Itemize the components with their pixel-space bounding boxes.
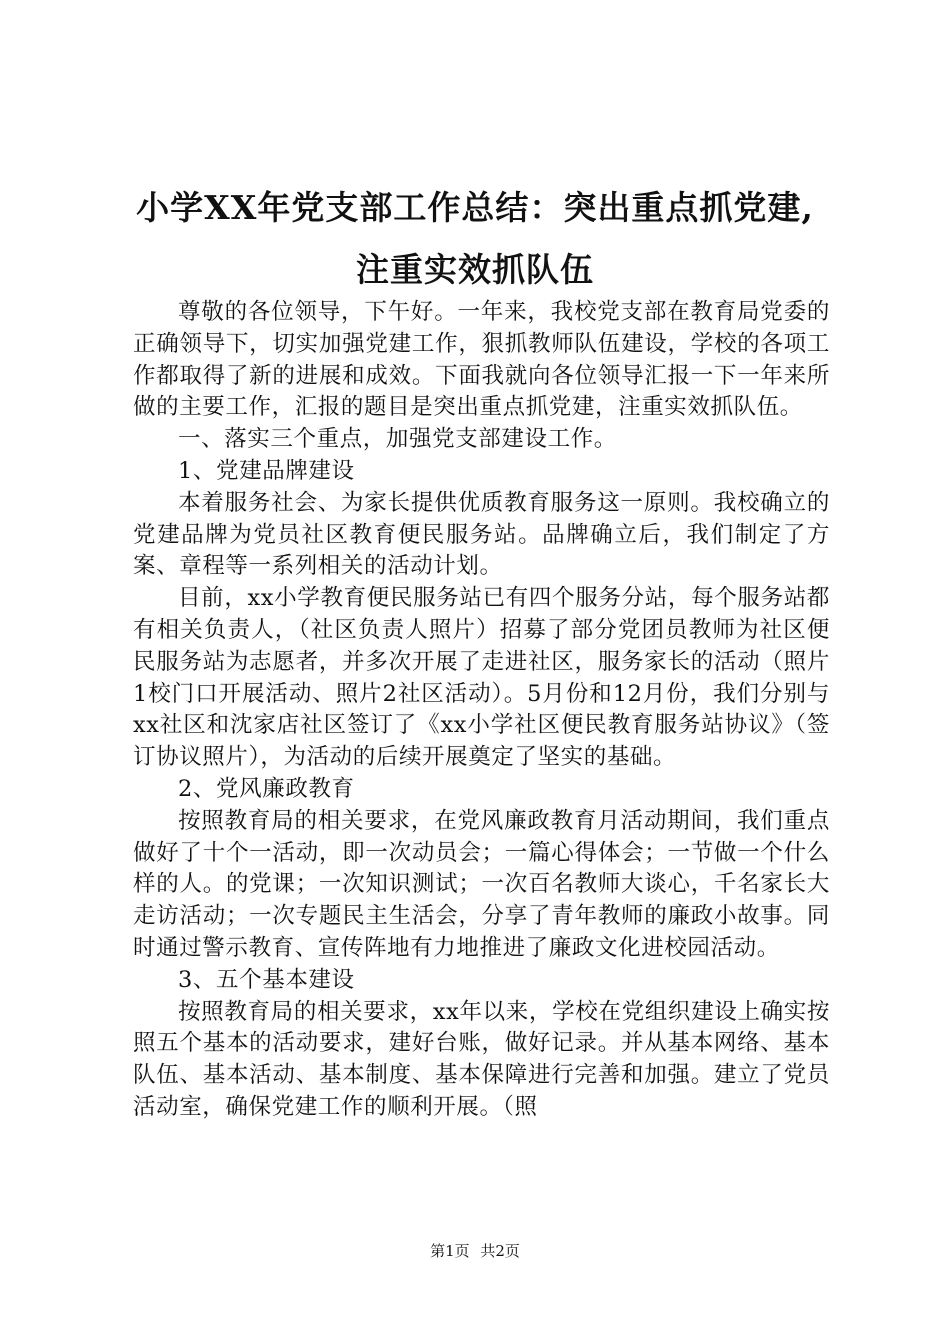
section-heading-1: 一、落实三个重点，加强党支部建设工作。 <box>178 426 617 453</box>
page-number: 第1页 <box>430 1242 470 1260</box>
page-total: 共2页 <box>480 1242 520 1260</box>
paragraph-integrity-education: 按照教育局的相关要求，在党风廉政教育月活动期间，我们重点做好了十个一活动，即一次动员会；一篇心得体会；一节做一个什么样的人。的党课；一次知识测试；一次百名教师大谈心，千名家长大走访活动；一次专题民主生活会，分享了青年教师的廉政小故事。同时通过警示教育、宣传阵地有力地推进了廉政文化进校园活动。 <box>133 807 830 961</box>
subsection-heading-2: 2、党风廉政教育 <box>178 775 355 802</box>
paragraph-service-station: 目前，xx小学教育便民服务站已有四个服务分站，每个服务站都有相关负责人，（社区负责人照片）招募了部分党团员教师为社区便民服务站为志愿者，并多次开展了走进社区，服务家长的活动（照片1校门口开展活动、照片2社区活动）。5月份和12月份，我们分别与xx社区和沈家店社区签订了《xx小学社区便民教育服务站协议》（签订协议照片），为活动的后续开展奠定了坚实的基础。 <box>133 585 830 771</box>
paragraph-greeting: 尊敬的各位领导，下午好。一年来，我校党支部在教育局党委的正确领导下，切实加强党建工作，狠抓教师队伍建设，学校的各项工作都取得了新的进展和成效。下面我就向各位领导汇报一下一年来所做的主要工作，汇报的题目是突出重点抓党建，注重实效抓队伍。 <box>133 299 830 421</box>
paragraph-brand-principle: 本着服务社会、为家长提供优质教育服务这一原则。我校确立的党建品牌为党员社区教育便民服务站。品牌确立后，我们制定了方案、章程等一系列相关的活动计划。 <box>133 489 830 580</box>
subsection-heading-1: 1、党建品牌建设 <box>178 457 355 484</box>
document-title-line-1: 小学XX年党支部工作总结：突出重点抓党建, <box>136 188 814 227</box>
subsection-heading-3: 3、五个基本建设 <box>178 966 355 993</box>
page-footer <box>0 1241 950 1261</box>
document-title-line-2: 注重实效抓队伍 <box>356 250 594 289</box>
paragraph-five-basics: 按照教育局的相关要求，xx年以来，学校在党组织建设上确实按照五个基本的活动要求，建好台账，做好记录。并从基本网络、基本队伍、基本活动、基本制度、基本保障进行完善和加强。建立了党员活动室，确保党建工作的顺利开展。（照 <box>133 998 830 1120</box>
document-body <box>133 297 830 1124</box>
